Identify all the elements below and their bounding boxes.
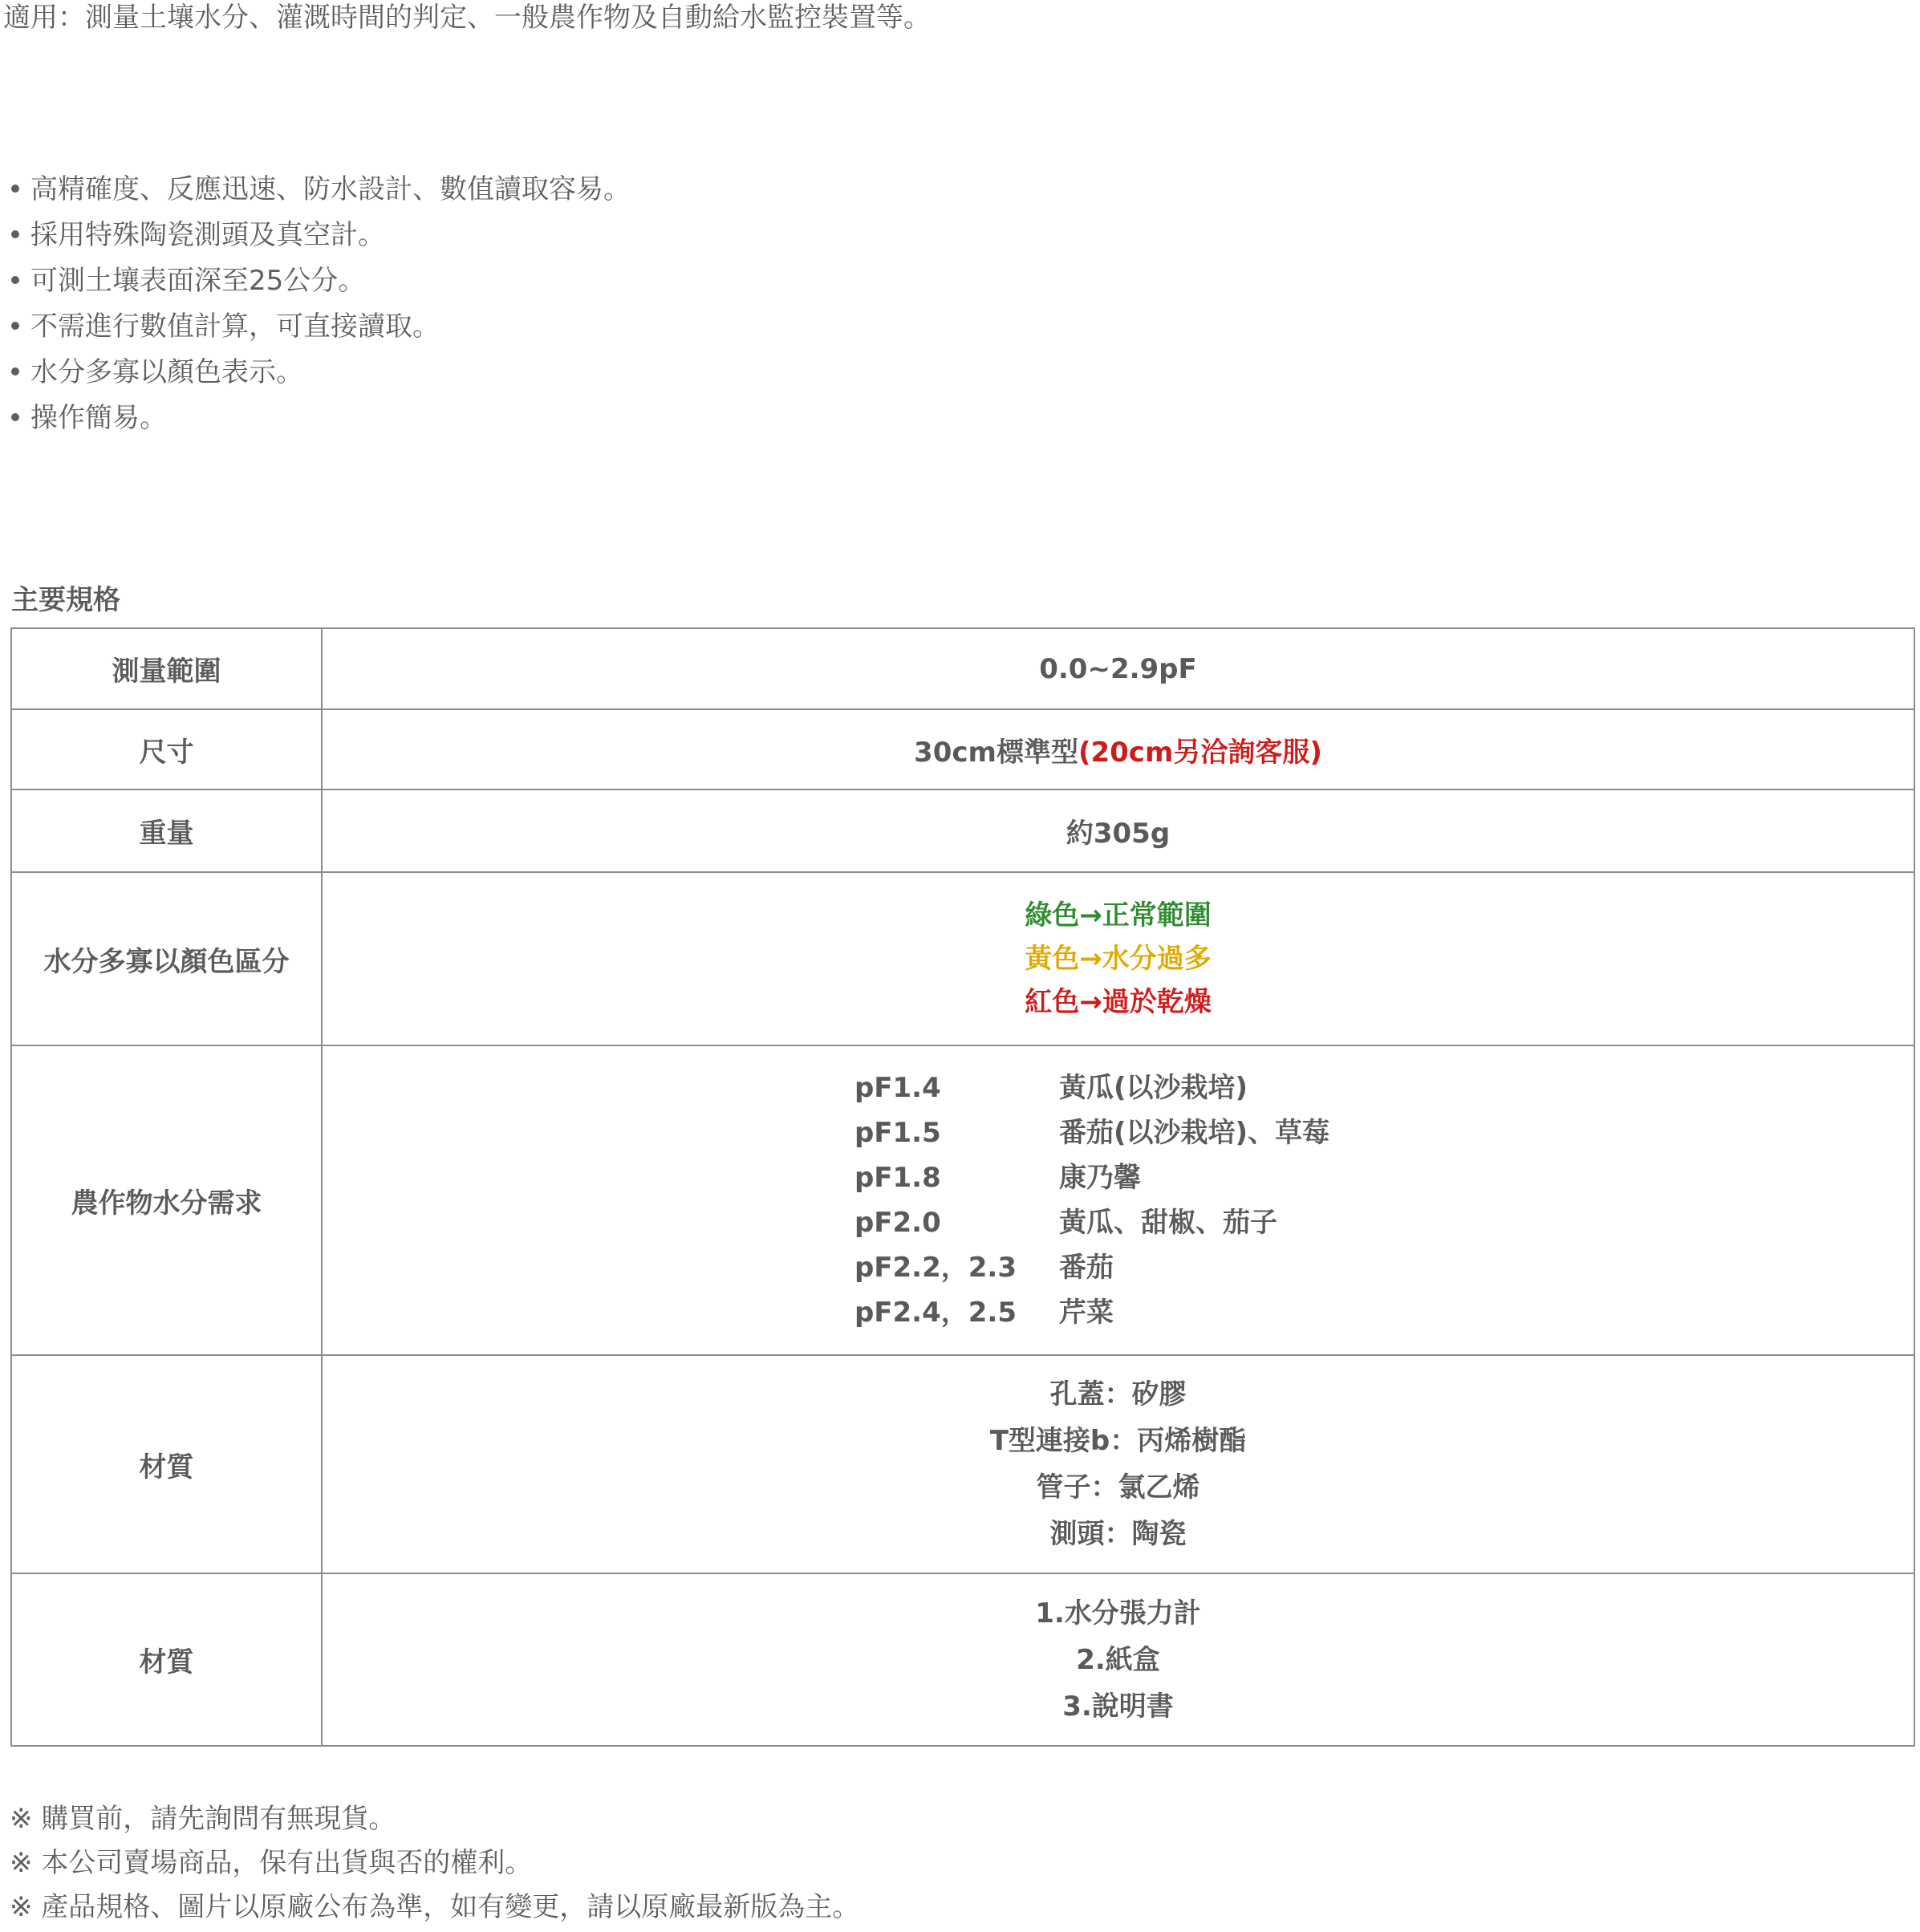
- list-item: [11, 304, 631, 350]
- spec-label-range: 測量範圍: [11, 628, 322, 709]
- crop-name: 黃瓜(以沙栽培): [1058, 1072, 1248, 1104]
- contents-line: 1.水分張力計: [1035, 1597, 1201, 1630]
- list-item: [11, 258, 631, 304]
- material-line: T型連接b：丙烯樹酯: [989, 1425, 1247, 1457]
- crop-row: [854, 1110, 1329, 1155]
- bullet-icon: [11, 367, 19, 375]
- table-row: [11, 1045, 1914, 1355]
- crop-pf: pF2.0: [854, 1207, 941, 1239]
- crop-row: [854, 1245, 1329, 1290]
- feature-text: 不需進行數值計算，可直接讀取。: [30, 310, 440, 343]
- list-item: [11, 213, 631, 258]
- feature-text: 可測土壤表面深至25公分。: [30, 265, 366, 297]
- table-row: [11, 709, 1914, 789]
- spec-label-colors: 水分多寡以顏色區分: [11, 872, 322, 1045]
- material-line: 管子：氯乙烯: [1036, 1471, 1200, 1504]
- feature-text: 水分多寡以顏色表示。: [30, 356, 303, 388]
- table-row: [11, 1355, 1914, 1573]
- crop-grid: [854, 1065, 1329, 1335]
- crop-name: 番茄(以沙栽培)、草莓: [1058, 1117, 1330, 1149]
- feature-text: 高精確度、反應迅速、防水設計、數值讀取容易。: [30, 173, 631, 205]
- note-item: ※ 本公司賣場商品，保有出貨與否的權利。: [10, 1847, 533, 1879]
- spec-label-weight: 重量: [11, 789, 322, 872]
- material-line: 孔蓋：矽膠: [1049, 1378, 1187, 1410]
- crop-pf: pF2.4，2.5: [854, 1297, 1017, 1329]
- spec-value-material: [322, 1355, 1914, 1573]
- table-row: [11, 872, 1914, 1045]
- spec-value-crops: [322, 1045, 1914, 1355]
- spec-heading: 主要規格: [11, 584, 120, 616]
- material-line: 測頭：陶瓷: [1049, 1518, 1187, 1550]
- color-green-text: 綠色→正常範圍: [1025, 899, 1212, 932]
- crop-name: 黃瓜、甜椒、茄子: [1058, 1207, 1277, 1239]
- feature-text: 操作簡易。: [30, 402, 167, 434]
- spec-label-crops: 農作物水分需求: [11, 1045, 322, 1355]
- contents-line: 3.說明書: [1062, 1690, 1174, 1723]
- crop-pf: pF2.2，2.3: [854, 1252, 1017, 1284]
- crop-row: [854, 1200, 1329, 1245]
- spec-value-contents: [322, 1573, 1914, 1746]
- crop-pf: pF1.5: [854, 1117, 941, 1149]
- feature-list: [11, 167, 631, 441]
- spec-label-size: 尺寸: [11, 709, 322, 789]
- crop-pf: pF1.8: [854, 1162, 941, 1194]
- table-row: [11, 628, 1914, 709]
- crop-pf: pF1.4: [854, 1072, 941, 1104]
- crop-row: [854, 1155, 1329, 1200]
- spec-label-contents: 材質: [11, 1573, 322, 1746]
- spec-value-weight: 約305g: [322, 789, 1914, 872]
- crop-name: 康乃馨: [1058, 1162, 1141, 1194]
- spec-value-range: 0.0~2.9pF: [322, 628, 1914, 709]
- list-item: [11, 167, 631, 213]
- feature-text: 採用特殊陶瓷測頭及真空計。: [30, 219, 385, 251]
- color-red-text: 紅色→過於乾燥: [1025, 986, 1212, 1018]
- intro-text: 適用：測量土壤水分、灌溉時間的判定、一般農作物及自動給水監控裝置等。: [3, 2, 931, 34]
- spec-table: [10, 627, 1915, 1747]
- note-item: ※ 產品規格、圖片以原廠公布為準，如有變更，請以原廠最新版為主。: [10, 1891, 860, 1923]
- bullet-icon: [11, 185, 19, 193]
- spec-label-material: 材質: [11, 1355, 322, 1573]
- spec-value-size: [322, 709, 1914, 789]
- notes-list: [10, 1797, 859, 1930]
- spec-value-colors: [322, 872, 1914, 1045]
- crop-row: [854, 1065, 1329, 1110]
- table-row: [11, 789, 1914, 872]
- contents-line: 2.紙盒: [1076, 1643, 1160, 1676]
- crop-row: [854, 1290, 1329, 1335]
- crop-name: 番茄: [1058, 1252, 1114, 1284]
- size-note: (20cm另洽詢客服): [1078, 736, 1322, 769]
- list-item: [11, 350, 631, 396]
- table-row: [11, 1573, 1914, 1746]
- bullet-icon: [11, 230, 19, 238]
- note-item: ※ 購買前，請先詢問有無現貨。: [10, 1803, 396, 1835]
- color-yellow-text: 黃色→水分過多: [1025, 943, 1212, 975]
- size-main: 30cm標準型: [914, 736, 1078, 769]
- crop-name: 芹菜: [1058, 1297, 1114, 1329]
- bullet-icon: [11, 276, 19, 284]
- bullet-icon: [11, 322, 19, 330]
- bullet-icon: [11, 413, 19, 421]
- list-item: [11, 396, 631, 441]
